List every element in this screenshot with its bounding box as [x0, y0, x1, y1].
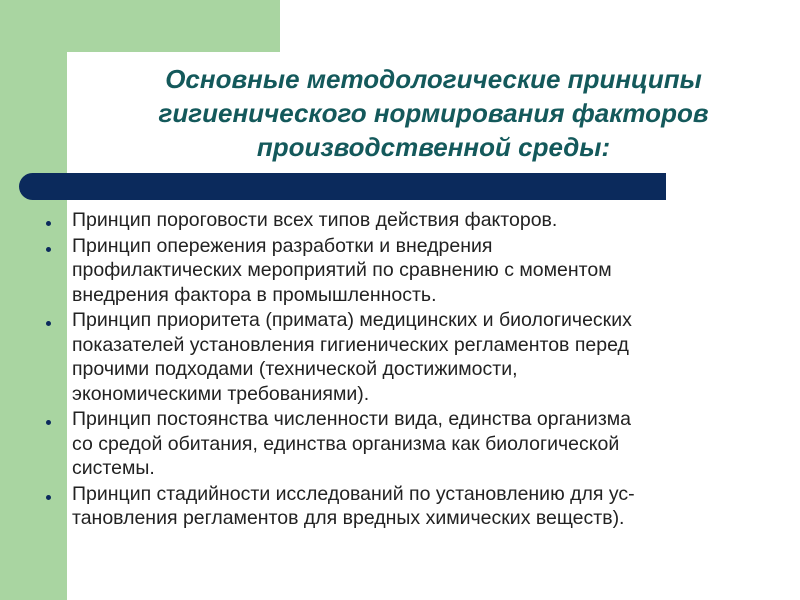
bullet-line: Принцип опережения разработки и внедрения	[72, 234, 493, 257]
title-divider-bar	[19, 173, 666, 200]
bullet-line: прочими подходами (технической достижимости,	[72, 358, 518, 380]
bullet-line: со средой обитания, единства организма как биологической	[72, 432, 620, 455]
bullet-line: системы.	[72, 457, 155, 479]
list-item	[40, 308, 780, 406]
bullet-line: экономическими требованиями).	[72, 382, 370, 405]
slide-title	[67, 52, 800, 164]
list-item	[40, 482, 780, 531]
title-line-3: производственной среды:	[256, 132, 611, 162]
principles-list	[40, 208, 780, 532]
list-item	[40, 208, 780, 233]
list-item	[40, 407, 780, 481]
bullet-dot-icon	[46, 221, 51, 226]
title-line-1: Основные методологические принципы	[165, 64, 702, 94]
bullet-line: профилактических мероприятий по сравнению с моментом	[72, 259, 612, 281]
bullet-line: Принцип пороговости всех типов действия факторов.	[72, 209, 558, 231]
list-item	[40, 234, 780, 308]
bullet-line: Принцип постоянства численности вида, единства организма	[72, 408, 632, 430]
bullet-line: внедрения фактора в промышленность.	[72, 283, 437, 306]
bullet-line: Принцип стадийности исследований по установлению для ус-	[72, 482, 635, 505]
title-line-2: гигиенического нормирования факторов	[158, 98, 709, 128]
bullet-dot-icon	[46, 321, 51, 326]
bullet-line: тановления регламентов для вредных химических веществ).	[72, 507, 625, 529]
bullet-line: показателей установления гигиенических регламентов перед	[72, 333, 629, 356]
bullet-line: Принцип приоритета (примата) медицинских и биологических	[72, 309, 632, 331]
bullet-dot-icon	[46, 247, 51, 252]
bullet-dot-icon	[46, 495, 51, 500]
bullet-dot-icon	[46, 420, 51, 425]
